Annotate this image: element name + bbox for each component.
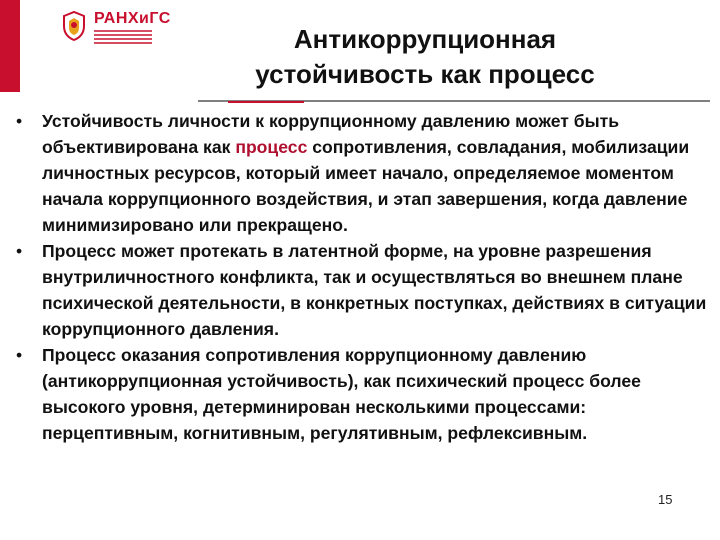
bullet-marker: •: [16, 111, 23, 131]
slide-title: [190, 22, 660, 92]
bullet-text: Процесс оказания сопротивления коррупционному давлению (антикоррупционная устойчивость), как психический процесс более высокого уровня, детерминирован несколькими процессами: перцептивным, когнитивным, регулятивным, рефлексивным.: [42, 345, 641, 443]
accent-bar: [0, 0, 20, 92]
bullet-item: [8, 342, 716, 446]
bullet-text-before: Устойчивость личности к коррупционному давлению может быть объективирована как: [42, 111, 620, 157]
title-divider-accent: [228, 101, 304, 103]
bullet-list: [8, 108, 716, 446]
emblem-icon: [60, 10, 88, 42]
logo-text: [94, 10, 171, 44]
bullet-item: [8, 108, 716, 238]
highlighted-keyword: процесс: [235, 137, 308, 157]
bullet-text: Процесс может протекать в латентной форме, на уровне разрешения внутриличностного конфликта, так и осуществляться во внешнем плане психической деятельности, в конкретных поступках, действиях в ситуации коррупционного давления.: [42, 241, 707, 339]
bullet-marker: •: [16, 241, 23, 261]
title-line-2: устойчивость как процесс: [255, 59, 595, 89]
bullet-text-after: сопротивления, совладания, мобилизации личностных ресурсов, который имеет начало, определяемое моментом начала коррупционного воздействия, и этап завершения, когда давление минимизировано или прекращено.: [42, 137, 690, 235]
title-line-1: Антикоррупционная: [293, 24, 557, 54]
logo: [60, 10, 171, 44]
logo-subtitle-lines: [94, 30, 171, 44]
page-number: 15: [658, 492, 673, 507]
logo-name: РАНХиГС: [94, 10, 171, 27]
bullet-marker: •: [16, 345, 23, 365]
bullet-item: [8, 238, 716, 342]
